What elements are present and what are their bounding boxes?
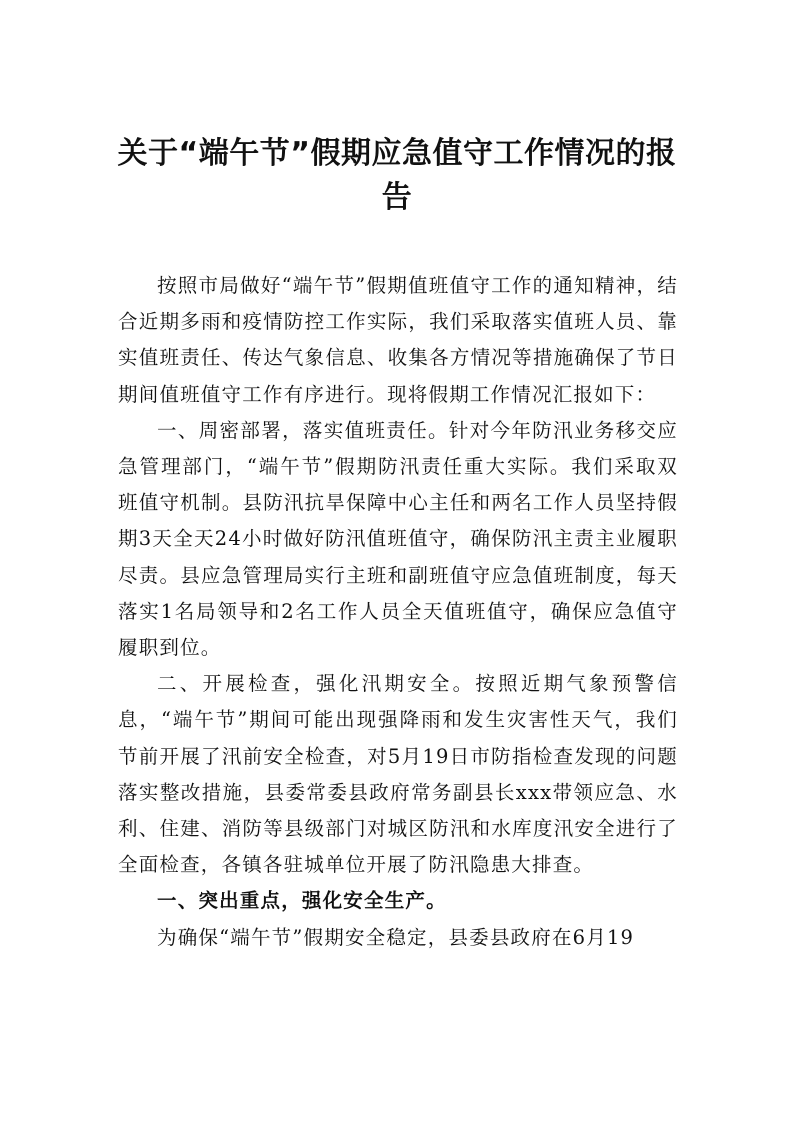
intro-paragraph — [118, 268, 678, 413]
section-two-lead: 二、开展检查，强化汛期安全。 — [157, 672, 476, 696]
section-heading — [118, 883, 678, 919]
document-title: 关于“端午节”假期应急值守工作情况的报告 — [117, 136, 677, 215]
section-two-text: 按照近期气象预警信息，“端午节”期间可能出现强降雨和发生灾害性天气，我们节前开展了汛前安全检查，对5月19日市防指检查发现的问题落实整改措施，县委常委县政府常务副县长xxx带领应急、水利、住建、消防等县级部门对城区防汛和水库度汛安全进行了全面检查，各镇各驻城单位开展了防汛隐患大排查。 — [118, 672, 678, 877]
document-body — [118, 268, 678, 956]
section-heading-text: 一、突出重点，强化安全生产。 — [157, 889, 447, 913]
section-two-paragraph — [118, 666, 678, 883]
section-one-paragraph — [118, 413, 678, 666]
intro-paragraph-text: 按照市局做好“端午节”假期值班值守工作的通知精神，结合近期多雨和疫情防控工作实际，我们采取落实值班人员、靠实值班责任、传达气象信息、收集各方情况等措施确保了节日期间值班值守工作有序进行。现将假期工作情况汇报如下： — [118, 274, 678, 406]
closing-paragraph — [118, 920, 678, 956]
section-one-text: 针对今年防汛业务移交应急管理部门，“端午节”假期防汛责任重大实际。我们采取双班值守机制。县防汛抗旱保障中心主任和两名工作人员坚持假期3天全天24小时做好防汛值班值守，确保防汛主责主业履职尽责。县应急管理局实行主班和副班值守应急值班制度，每天落实1名局领导和2名工作人员全天值班值守，确保应急值守履职到位。 — [118, 418, 678, 660]
closing-paragraph-text: 为确保“端午节”假期安全稳定，县委县政府在6月19 — [157, 925, 635, 949]
section-one-lead: 一、周密部署，落实值班责任。 — [157, 418, 449, 442]
